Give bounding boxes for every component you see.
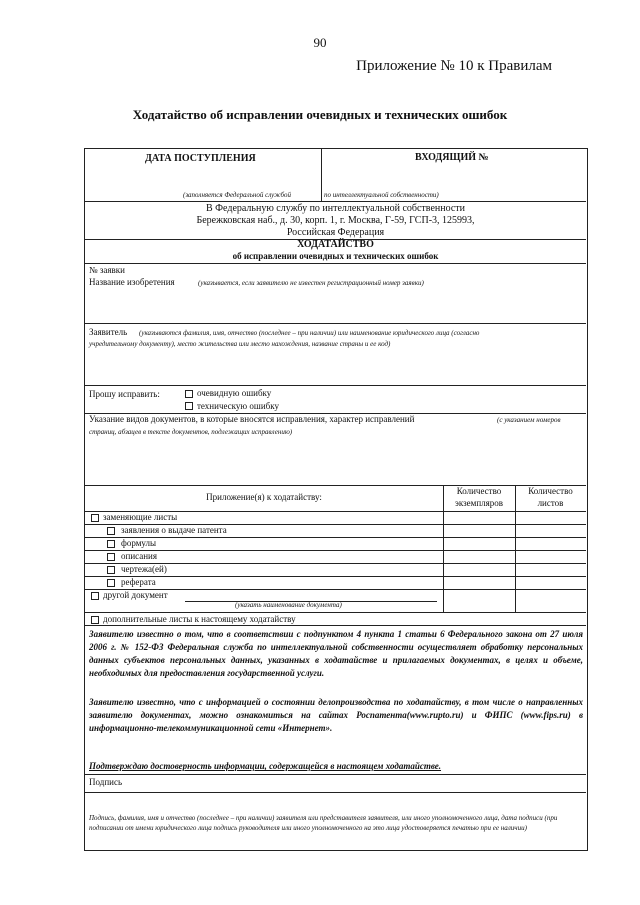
drawings-checkbox[interactable] [107,566,115,574]
abstract-checkbox[interactable] [107,579,115,587]
patent-application-checkbox[interactable] [107,527,115,535]
obvious-error-checkbox[interactable] [185,390,193,398]
corrections-note-2: страниц, абзацев в тексте документов, подлежащих исправлению) [89,428,293,436]
page-number: 90 [313,35,327,50]
petition-form [84,148,588,851]
other-document-caption: (указать наименование документа) [235,601,342,609]
attachment-item-description: описания [121,551,158,561]
attachment-item-patent-application: заявления о выдаче патента [121,525,227,535]
attachment-item-abstract: реферата [121,577,156,587]
invention-name-label: Название изобретения [89,277,175,287]
sheets-header-line-1: Количество [528,486,573,496]
corrections-note-1: (с указанием номеров [497,416,561,424]
copies-header-line-1: Количество [456,486,502,496]
additional-sheets-checkbox[interactable] [91,616,99,624]
applicant-note-1: (указываются фамилия, имя, отчество (последнее – при наличии) или наименование юридического лица (согласно [139,329,480,337]
replacement-sheets-checkbox[interactable] [91,514,99,522]
document-title: Ходатайство об исправлении очевидных и технических ошибок [132,107,508,122]
sheets-header-line-2: листов [537,498,564,508]
attachments-header: Приложение(я) к ходатайству: [206,492,322,502]
confirmation-statement: Подтверждаю достоверность информации, содержащейся в настоящем ходатайстве. [89,761,442,771]
personal-data-notice: Заявителю известно о том, что в соответствии с подпунктом 4 пункта 1 статьи 6 Федерального закона от 27 июля 2006 г. № 152-ФЗ Федеральная служба по интеллектуальной собственности осуществляет обработку персональных данных субъектов персональных данных, указанных в ходатайстве и прилагаемых документах, в целях и объеме, необходимых для предоставления государственной услуги. [89,629,583,678]
signature-caption: Подпись, фамилия, имя и отчество (последнее – при наличии) заявителя или представителя заявителя, или иного уполномоченного лица, дата подписи (при подписании от имени юридического лица подпись руководителя или иного уполномоченного на это лица удостоверяется печатью при ее наличии) [89,814,558,832]
signature-label: Подпись [89,777,123,787]
copies-header-line-2: экземпляров [454,498,504,508]
request-label: Прошу исправить: [89,389,160,399]
appendix-reference: Приложение № 10 к Правилам [356,58,552,74]
attachment-item-additional-sheets: дополнительные листы к настоящему ходатайству [103,614,296,624]
application-number-label: № заявки [89,265,125,275]
recipient-line-3: Российская Федерация [286,227,385,238]
applicant-note-2: учредительному документу), место жительства или место нахождения, название страны и ее код) [89,340,391,348]
obvious-error-label: очевидную ошибку [197,388,272,398]
incoming-number-label: ВХОДЯЩИЙ № [415,152,489,163]
applicant-label: Заявитель [89,327,128,337]
petition-heading: ХОДАТАЙСТВО [297,239,374,250]
technical-error-label: техническую ошибку [197,401,279,411]
claims-checkbox[interactable] [107,540,115,548]
other-document-checkbox[interactable] [91,592,99,600]
attachment-item-other-document: другой документ [103,590,168,600]
invention-name-note: (указывается, если заявителю не известен регистрационный номер заявки) [198,279,424,287]
description-checkbox[interactable] [107,553,115,561]
attachment-item-drawings: чертежа(ей) [121,564,167,574]
attachment-item-claims: формулы [121,538,157,548]
filled-by-note-left: (заполняется Федеральной службой [183,191,291,199]
attachment-item-replacement-sheets: заменяющие листы [103,512,178,522]
corrections-label: Указание видов документов, в которые вносятся исправления, характер исправлений [89,414,415,424]
date-received-label: ДАТА ПОСТУПЛЕНИЯ [145,153,256,164]
filled-by-note-right: по интеллектуальной собственности) [324,191,439,199]
recipient-line-1: В Федеральную службу по интеллектуальной собственности [205,203,466,214]
recipient-line-2: Бережковская наб., д. 30, корп. 1, г. Москва, Г-59, ГСП-3, 125993, [196,215,475,226]
technical-error-checkbox[interactable] [185,402,193,410]
case-status-notice: Заявителю известно, что с информацией о состоянии делопроизводства по ходатайству, в том числе о направленных заявителю документах, можно ознакомиться на сайтах Роспатента(www.rupto.ru) и ФИПС (www.fips.ru) в информационно-телекоммуникационной сети «Интернет». [89,697,583,733]
petition-subheading: об исправлении очевидных и технических ошибок [232,251,439,261]
